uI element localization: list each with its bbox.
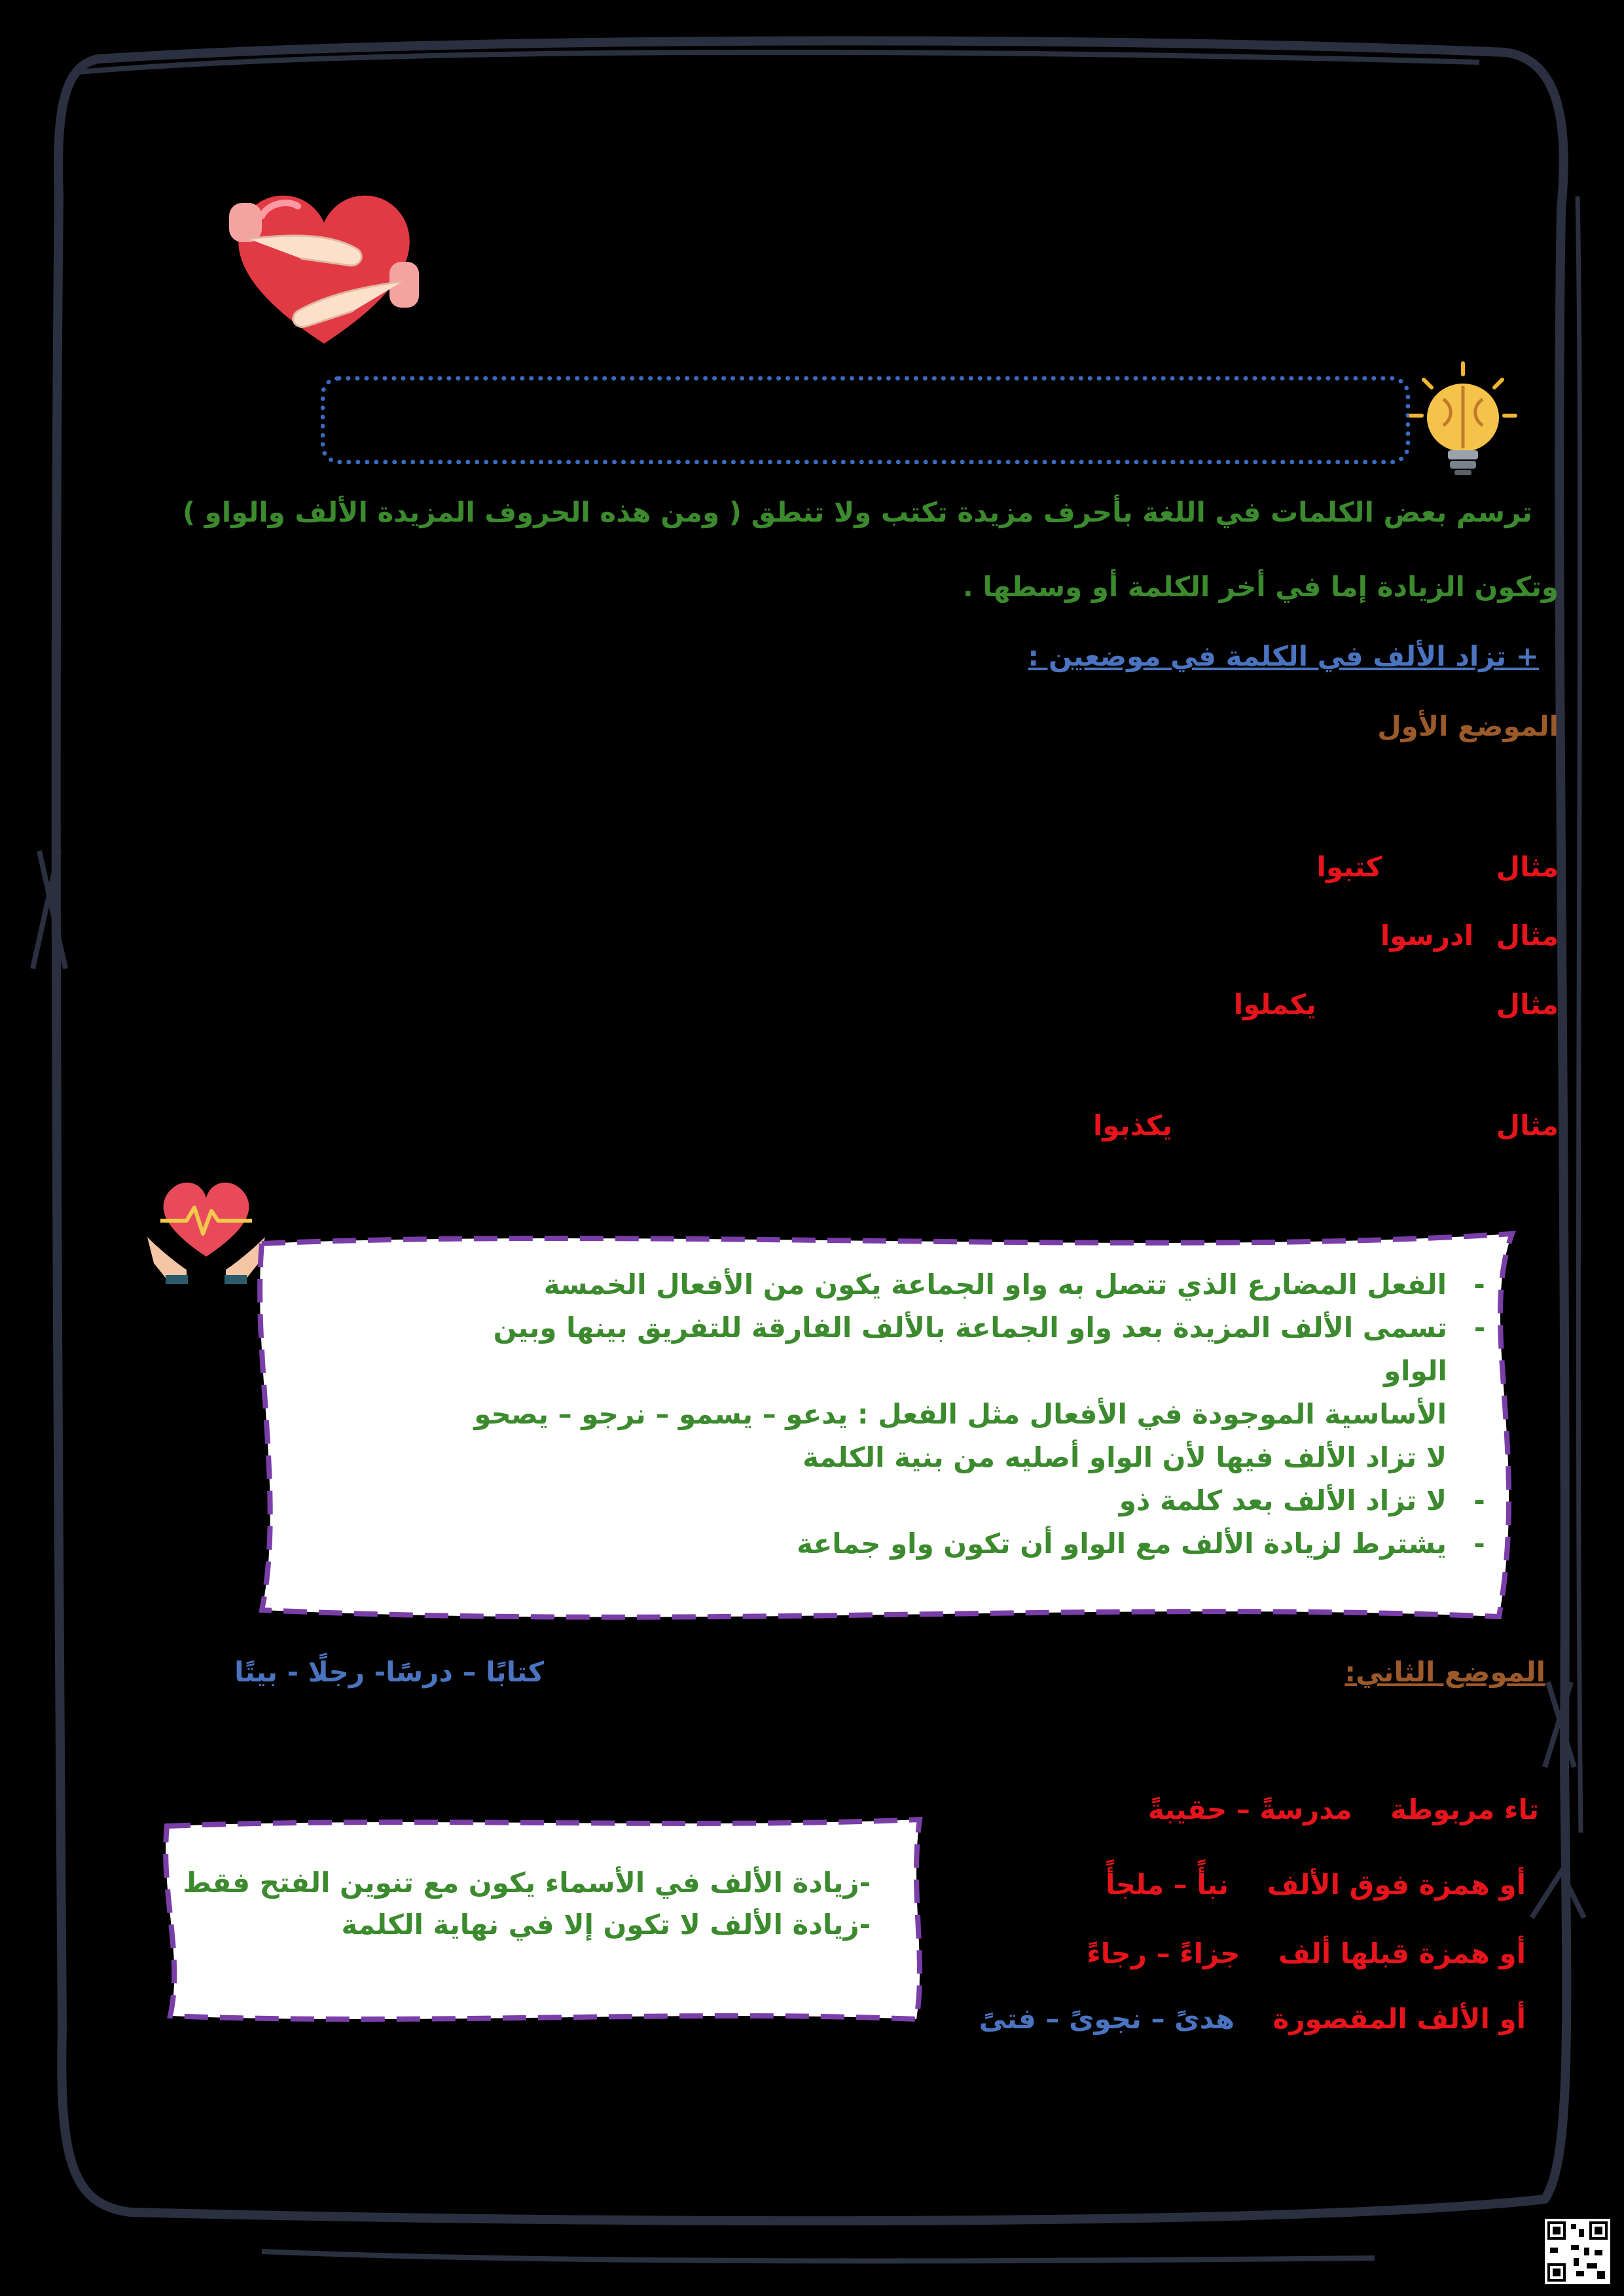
example-label: مثال <box>1496 988 1559 1020</box>
second-place-title: الموضع الثاني: <box>1344 1656 1545 1688</box>
intro-line-2: وتكون الزيادة إما في أخر الكلمة أو وسطها . <box>962 571 1559 603</box>
heart-hug-icon <box>223 177 425 353</box>
side-note-box <box>157 1813 929 2029</box>
note-bullet: - يشترط لزيادة الألف مع الواو أن تكون واو جماعة <box>797 1528 1485 1560</box>
example-word: يكملوا <box>1233 988 1316 1020</box>
example-label: مثال <box>1496 920 1559 952</box>
exception-row: أو همزة قبلها ألف جزاءً – رجاءً <box>1087 1937 1526 1969</box>
exception-row: تاء مربوطة مدرسةً – حقيبةً <box>1147 1793 1539 1825</box>
note-bullet: - الفعل المضارع الذي تتصل به واو الجماعة يكون من الأفعال الخمسة <box>543 1268 1485 1300</box>
note-bullet: - تسمى الألف المزيدة بعد واو الجماعة بالألف الفارقة للتفريق بينها وبين الواو <box>493 1312 1486 1387</box>
example-word: يكذبوا <box>1093 1109 1172 1141</box>
example-word: كتبوا <box>1316 851 1382 883</box>
side-note-line: -زيادة الألف في الأسماء يكون مع تنوين الفتح فقط <box>183 1867 871 1899</box>
note-bullet: الأساسية الموجودة في الأفعال مثل الفعل : يدعو – يسمو – نرجو – يصحو <box>474 1398 1447 1430</box>
title-box <box>321 376 1410 464</box>
note-box <box>249 1224 1532 1636</box>
qr-code-icon <box>1545 2219 1610 2284</box>
example-label: مثال <box>1496 851 1559 883</box>
note-bullet: لا تزاد الألف فيها لأن الواو أصليه من بنية الكلمة <box>803 1441 1447 1473</box>
note-bullet: - لا تزاد الألف بعد كلمة ذو <box>1119 1484 1485 1516</box>
section-heading: + تزاد الألف في الكلمة في موضعين : <box>1028 640 1539 672</box>
side-note-line: -زيادة الألف لا تكون إلا في نهاية الكلمة <box>341 1909 871 1941</box>
example-label: مثال <box>1496 1109 1559 1141</box>
first-place-title: الموضع الأول <box>1377 710 1559 742</box>
exception-row: أو همزة فوق الألف نبأً – ملجأً <box>1105 1869 1526 1901</box>
example-word: ادرسوا <box>1380 920 1473 952</box>
intro-line-1: ترسم بعض الكلمات في اللغة بأحرف مزيدة تكتب ولا تنطق ( ومن هذه الحروف المزيدة الألف والواو ) <box>182 496 1532 528</box>
exception-row: أو الألف المقصورة هدىً – نجوىً – فتىً <box>979 2003 1526 2035</box>
brain-lightbulb-icon <box>1407 360 1519 478</box>
second-place-examples: كتابًا – درسًا- رجلًا - بيتًا <box>234 1656 544 1688</box>
